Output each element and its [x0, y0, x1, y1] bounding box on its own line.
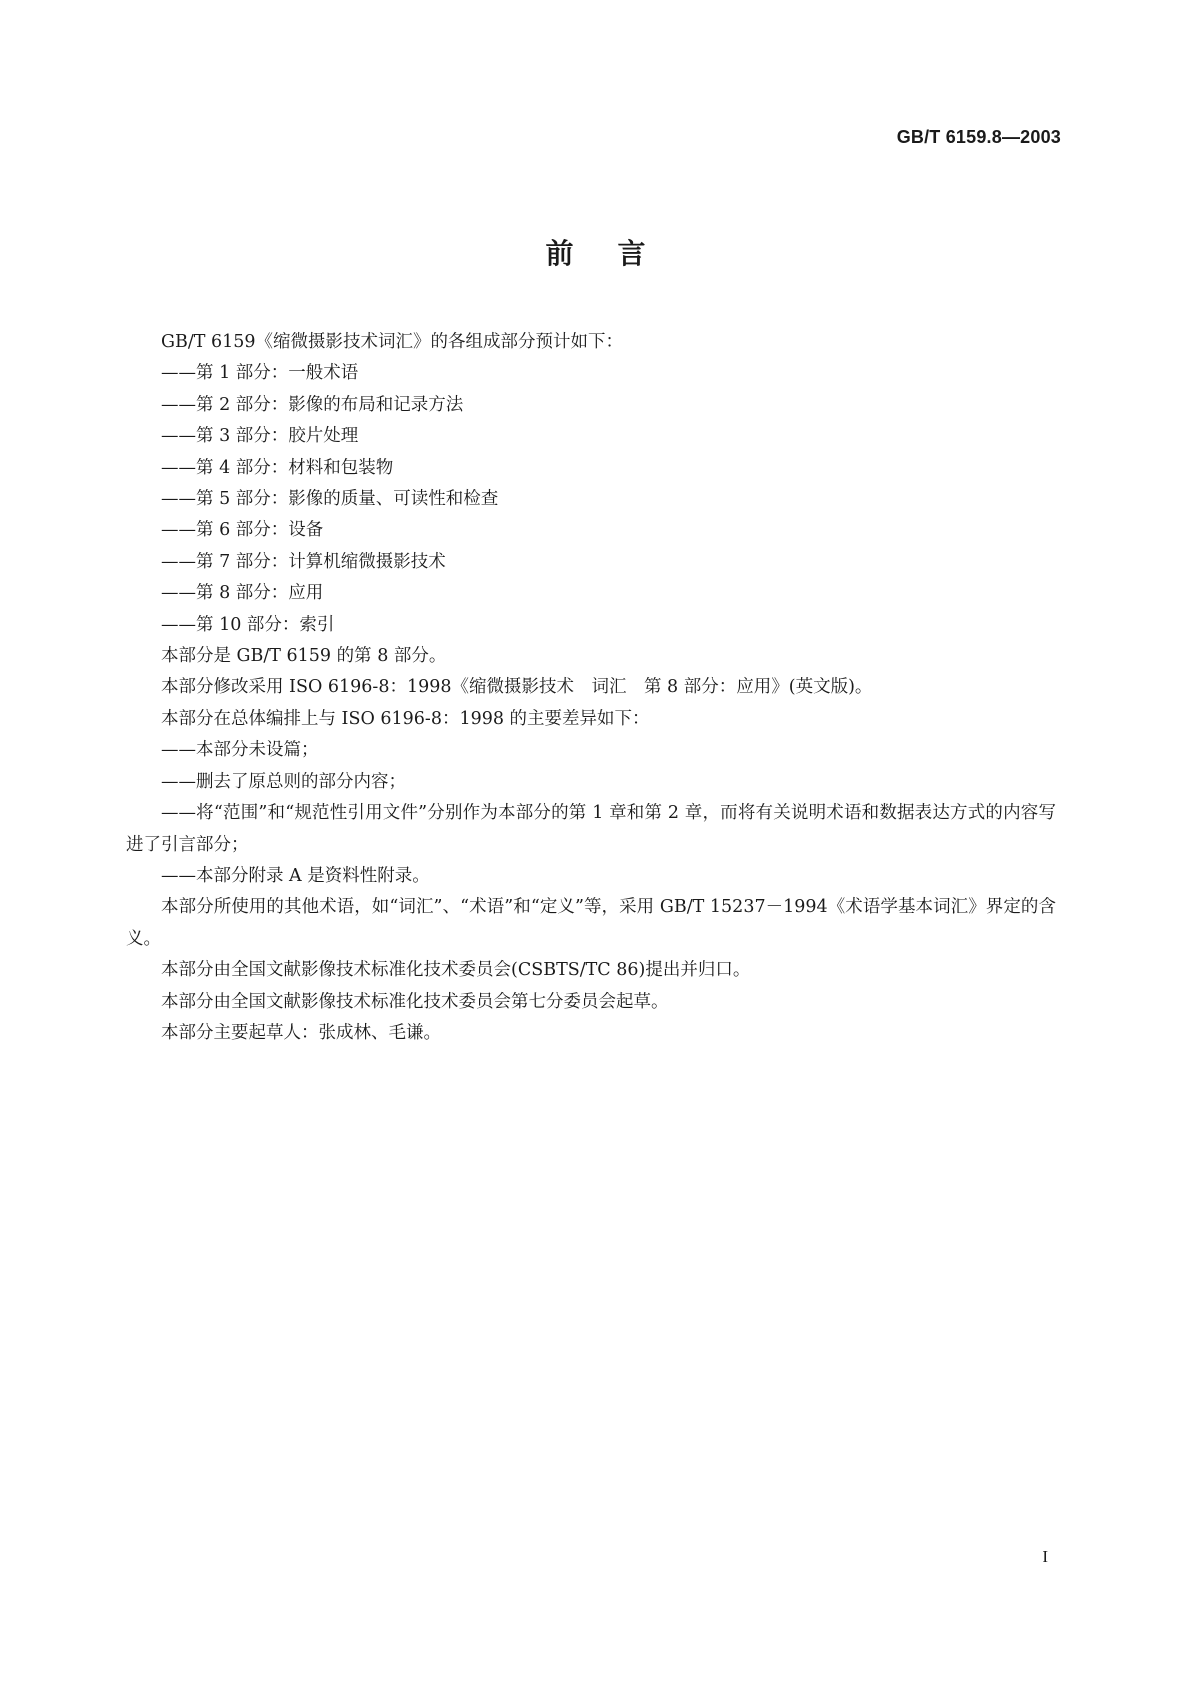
standard-number: GB/T 6159.8—2003: [896, 127, 1061, 147]
drafted-by-paragraph: 本部分由全国文献影像技术标准化技术委员会第七分委员会起草。: [161, 991, 669, 1012]
part-item-3: ——第 3 部分：胶片处理: [161, 426, 359, 447]
drafters-paragraph: 本部分主要起草人：张成林、毛谦。: [161, 1022, 441, 1043]
intro-paragraph: GB/T 6159《缩微摄影技术词汇》的各组成部分预计如下：: [161, 332, 624, 352]
difference-item: ——本部分附录 A 是资料性附录。: [161, 865, 430, 886]
part-item-2: ——第 2 部分：影像的布局和记录方法: [161, 394, 464, 415]
adoption-paragraph: 本部分修改采用 ISO 6196-8：1998《缩微摄影技术 词汇 第 8 部分：应用》(英文版)。: [161, 677, 873, 698]
page-number: I: [1042, 1547, 1048, 1566]
difference-item: ——本部分未设篇；: [161, 740, 319, 761]
part-item-4: ——第 4 部分：材料和包装物: [161, 457, 394, 478]
part-item-6: ——第 6 部分：设备: [161, 520, 324, 541]
part-item-10: ——第 10 部分：索引: [161, 614, 335, 635]
foreword-body: [126, 327, 1056, 1049]
difference-item: ——删去了原总则的部分内容；: [161, 771, 406, 792]
differences-intro-paragraph: 本部分在总体编排上与 ISO 6196-8：1998 的主要差异如下：: [161, 708, 650, 729]
part-item-5: ——第 5 部分：影像的质量、可读性和检查: [161, 489, 499, 510]
part-of-paragraph: 本部分是 GB/T 6159 的第 8 部分。: [161, 646, 447, 667]
part-item-1: ——第 1 部分：一般术语: [161, 363, 359, 384]
page-title: 前言: [545, 237, 690, 270]
proposed-by-paragraph: 本部分由全国文献影像技术标准化技术委员会(CSBTS/TC 86)提出并归口。: [161, 960, 751, 981]
terms-paragraph: 本部分所使用的其他术语，如“词汇”、“术语”和“定义”等，采用 GB/T 15237－1994《术语学基本词汇》界定的含义。: [126, 897, 1056, 949]
difference-item: ——将“范围”和“规范性引用文件”分别作为本部分的第 1 章和第 2 章，而将有关说明术语和数据表达方式的内容写进了引言部分；: [126, 803, 1056, 855]
part-item-8: ——第 8 部分：应用: [161, 583, 324, 604]
part-item-7: ——第 7 部分：计算机缩微摄影技术: [161, 551, 446, 572]
